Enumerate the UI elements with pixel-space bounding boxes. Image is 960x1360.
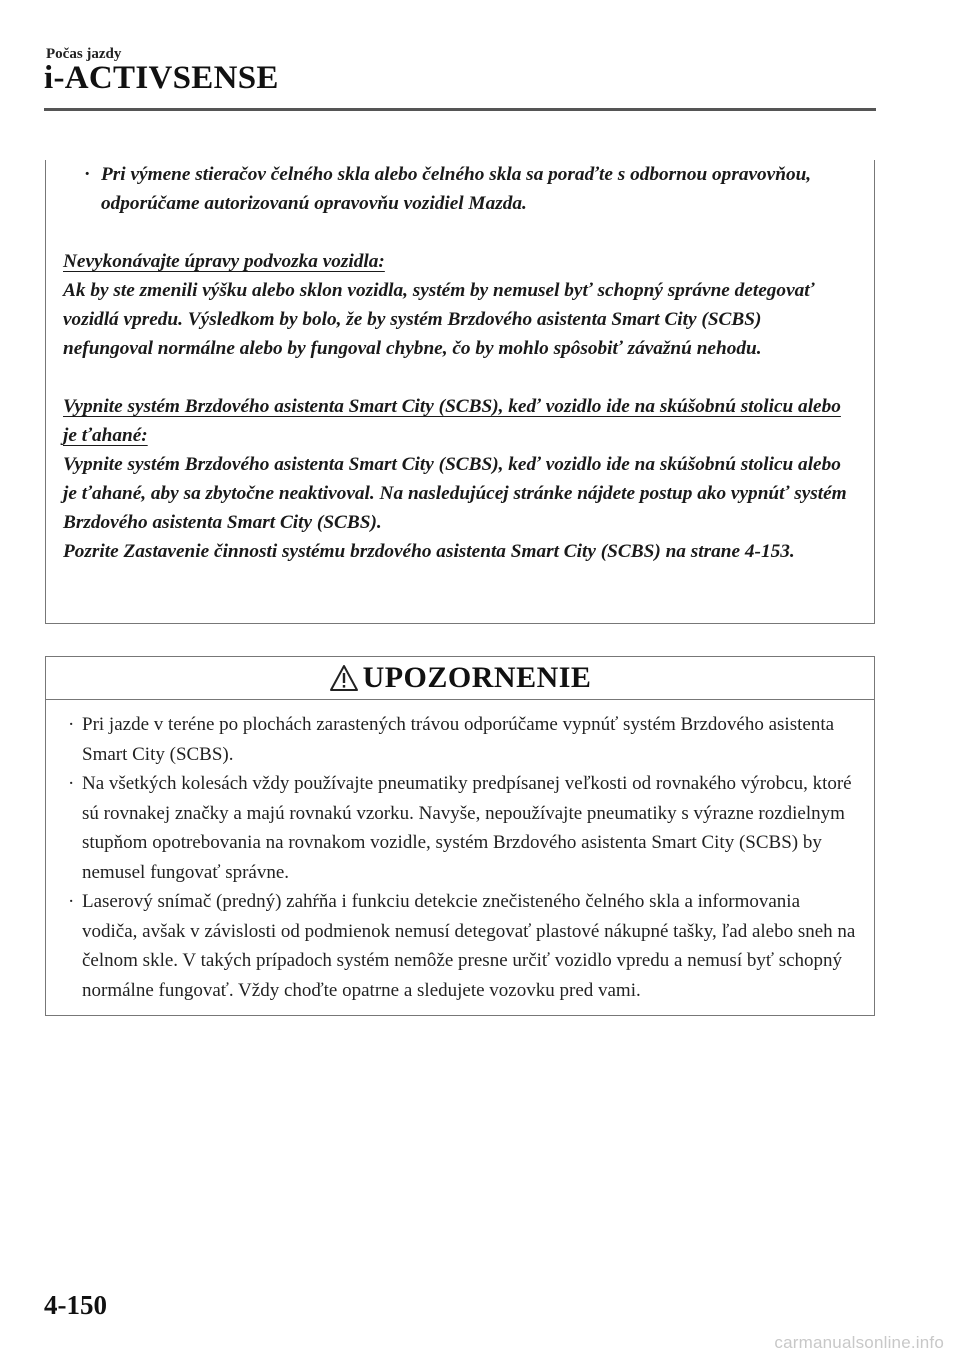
- warning-box: [45, 160, 875, 624]
- caution-item: [63, 710, 856, 769]
- warning-reference-text: Pozrite Zastavenie činnosti systému brzdového asistenta Smart City (SCBS) na strane 4-153.: [63, 541, 795, 562]
- caution-box: [45, 656, 875, 1016]
- warning-bullet: [63, 160, 856, 218]
- bullet-dot: ·: [68, 714, 75, 735]
- bullet-dot: ·: [84, 164, 91, 185]
- warning-text-test-stand: Vypnite systém Brzdového asistenta Smart City (SCBS), keď vozidlo ide na skúšobnú stolicu alebo je ťahané, aby sa zbytočne neaktivoval. Na nasledujúcej stránke nájdete postup ako vypnúť systém Brzdového asistenta Smart City (SCBS).: [63, 454, 847, 533]
- warning-block-test-stand: [63, 392, 856, 566]
- caution-item-text: Laserový snímač (predný) zahŕňa i funkciu detekcie znečisteného čelného skla a informovania vodiča, avšak v závislosti od podmienok nemusí detegovať plastové nákupné tašky, ľad alebo sneh na čelnom skle. V takých prípadoch systém nemôže presne určiť vozidlo vpredu a nemusí byť schopný normálne fungovať. Vždy choďte opatrne a sledujete vozovku pred vami.: [82, 891, 856, 1001]
- warning-heading-chassis: Nevykonávajte úpravy podvozka vozidla:: [63, 251, 385, 272]
- caution-item-text: Pri jazde v teréne po plochách zarastených trávou odporúčame vypnúť systém Brzdového asistenta Smart City (SCBS).: [82, 714, 835, 765]
- caution-title: UPOZORNENIE: [362, 661, 592, 694]
- warning-heading-test-stand: Vypnite systém Brzdového asistenta Smart City (SCBS), keď vozidlo ide na skúšobnú stolicu alebo je ťahané:: [63, 396, 841, 446]
- warning-bullet-text: Pri výmene stieračov čelného skla alebo čelného skla sa poraďte s odbornou opravovňou, odporúčame autorizovanú opravovňu vozidiel Mazda.: [101, 164, 812, 214]
- section-label: Počas jazdy: [46, 46, 122, 62]
- bullet-dot: ·: [68, 891, 75, 912]
- warning-block-chassis: [63, 247, 856, 363]
- caution-header: [46, 657, 874, 700]
- caution-list: [46, 700, 874, 1005]
- caution-item: [63, 769, 856, 887]
- warning-text-chassis: Ak by ste zmenili výšku alebo sklon vozidla, systém by nemusel byť schopný správne detegovať vozidlá vpredu. Výsledkom by bolo, že by systém Brzdového asistenta Smart City (SCBS) nefungoval normálne alebo by fungoval chybne, čo by mohlo spôsobiť závažnú nehodu.: [63, 280, 815, 359]
- page-number: 4-150: [44, 1290, 107, 1320]
- warning-triangle-icon: [329, 664, 359, 692]
- bullet-dot: ·: [68, 773, 75, 794]
- page-title: i-ACTIVSENSE: [44, 60, 279, 96]
- caution-item-text: Na všetkých kolesách vždy používajte pneumatiky predpísanej veľkosti od rovnakého výrobcu, ktoré sú rovnakej značky a majú rovnakú vzorku. Navyše, nepoužívajte pneumatiky s výrazne rozdielnym stupňom opotrebovania na rovnakom vozidle, systém Brzdového asistenta Smart City (SCBS) by nemusel fungovať správne.: [82, 773, 852, 883]
- warning-content: [46, 160, 874, 566]
- header-rule: [44, 108, 876, 111]
- watermark: carmanualsonline.info: [774, 1333, 944, 1352]
- caution-item: [63, 887, 856, 1005]
